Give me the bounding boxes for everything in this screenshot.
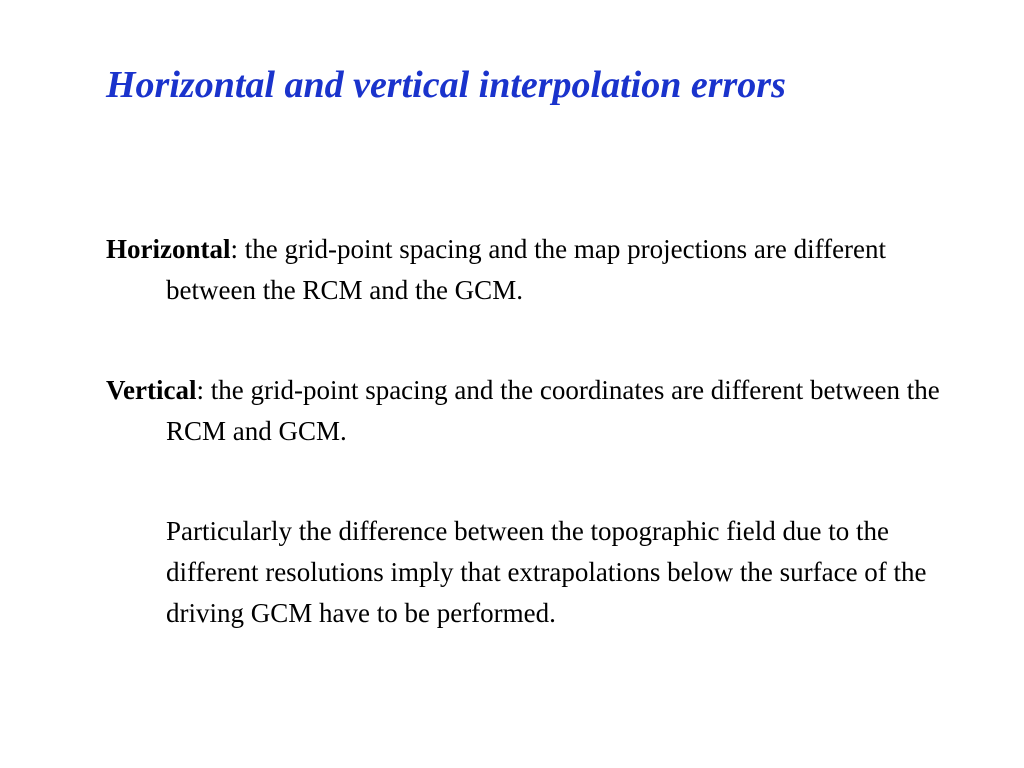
horizontal-term: Horizontal (106, 234, 231, 264)
horizontal-paragraph (106, 229, 946, 311)
slide-content (106, 229, 946, 693)
slide-title: Horizontal and vertical interpolation errors (106, 64, 786, 106)
vertical-paragraph (106, 370, 946, 452)
note-paragraph: Particularly the difference between the topographic field due to the different resolutions imply that extrapolations below the surface of the driving GCM have to be performed. (166, 516, 927, 628)
vertical-text: : the grid-point spacing and the coordinates are different between the RCM and GCM. (166, 375, 940, 446)
horizontal-text: : the grid-point spacing and the map projections are different between the RCM and the GCM. (166, 234, 887, 305)
vertical-term: Vertical (106, 375, 197, 405)
